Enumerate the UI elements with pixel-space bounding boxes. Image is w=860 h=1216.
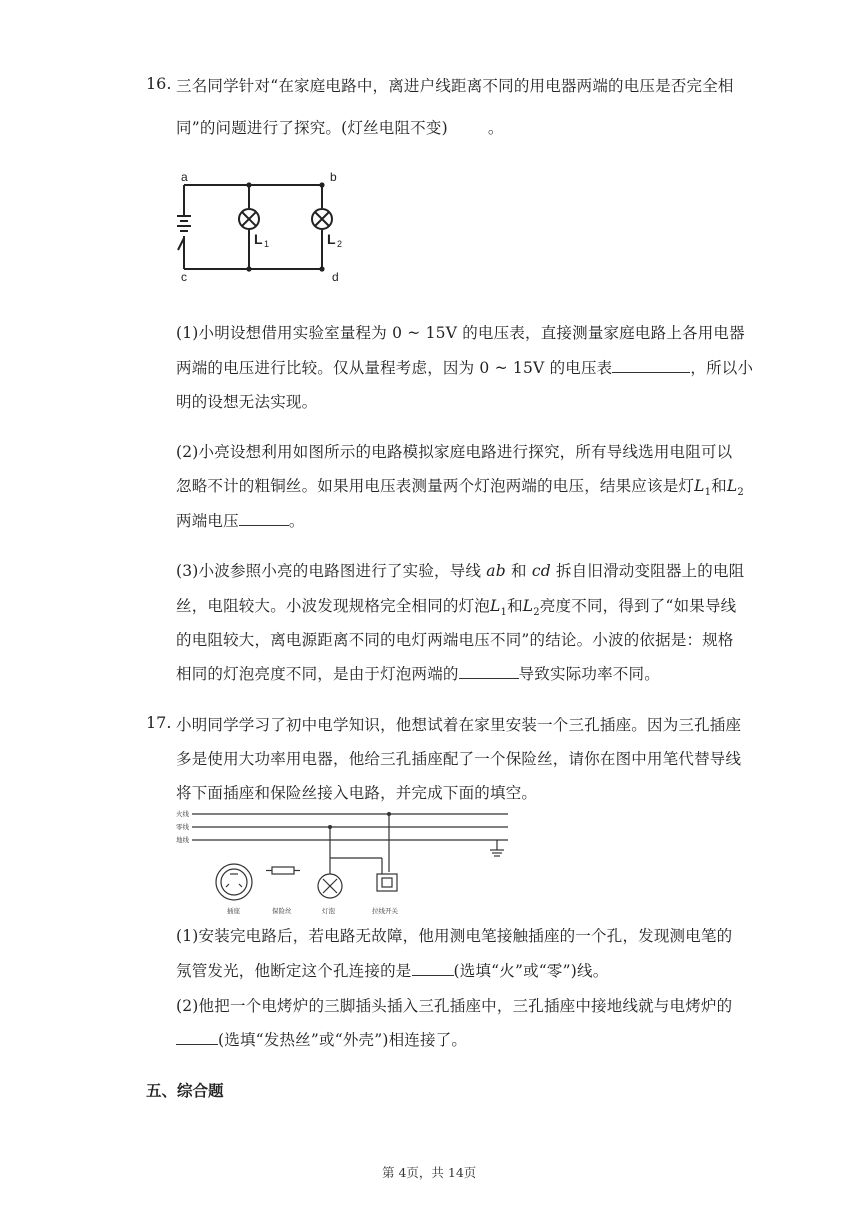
q16-p3-L2-sub: 2 — [533, 607, 540, 619]
q16-p3-ab: ab — [486, 562, 506, 580]
label-L2: L — [327, 231, 336, 247]
label-ground-wire: 地线 — [176, 836, 189, 844]
q16-p3-L1-sub: 1 — [500, 607, 508, 619]
q17-wiring-diagram — [172, 806, 512, 918]
q16-p3-line3: 的电阻较大，离电源距离不同的电灯两端电压不同”的结论。小波的依据是：规格 — [176, 631, 734, 649]
q16-p3-and: 和 — [507, 597, 523, 615]
q17-p1-blank[interactable] — [412, 961, 454, 976]
q16-stem-line2-text: 同”的问题进行了探究。(灯丝电阻不变) — [176, 119, 448, 137]
q16-p3-line4b: 导致实际功率不同。 — [518, 665, 660, 683]
q16-number: 16. — [146, 74, 172, 93]
q16-p2-line2a: 忽略不计的粗铜丝。如果用电压表测量两个灯泡两端的电压，结果应该是灯 — [176, 477, 695, 495]
q16-p3-L1: L — [490, 597, 501, 615]
q16-p2-blank[interactable] — [239, 511, 289, 526]
q17-p1-line2a: 氖管发光，他断定这个孔连接的是 — [176, 962, 412, 980]
q16-circuit-diagram — [172, 166, 372, 284]
q16-p3-blank[interactable] — [459, 664, 519, 679]
q16-p2-line1: (2)小亮设想利用如图所示的电路模拟家庭电路进行探究，所有导线选用电阻可以 — [176, 443, 733, 461]
q16-p3-line1b: 和 — [505, 562, 532, 580]
q16-p3-cd: cd — [531, 562, 551, 580]
q16-p2-line3 — [176, 509, 305, 531]
label-lamp: 灯泡 — [322, 907, 335, 915]
q16-p1-line3: 明的设想无法实现。 — [176, 393, 318, 411]
label-a: a — [181, 170, 188, 184]
label-fire-wire: 火线 — [176, 810, 189, 818]
q16-p3-line1 — [176, 559, 744, 581]
q17-number: 17. — [146, 713, 172, 732]
page-footer: 第 4页，共 14页 — [382, 1165, 477, 1180]
q17-p2-blank[interactable] — [176, 1030, 218, 1045]
label-c: c — [181, 270, 187, 284]
q16-p2-L2-sub: 2 — [737, 487, 744, 499]
q16-p1-blank[interactable] — [612, 358, 690, 373]
label-L1: L — [254, 231, 263, 247]
q16-stem-line1: 三名同学针对“在家庭电路中，离进户线距离不同的用电器两端的电压是否完全相 — [176, 77, 734, 95]
q16-stem-line2 — [176, 116, 504, 138]
q16-p3-line4a: 相同的灯泡亮度不同，是由于灯泡两端的 — [176, 665, 459, 683]
q16-p2-L2: L — [726, 477, 738, 495]
q16-p3-line1c: 拆自旧滑动变阻器上的电阻 — [550, 562, 745, 580]
q16-stem-line2-end: 。 — [487, 119, 504, 137]
label-zero-wire: 零线 — [176, 823, 189, 831]
q17-p1-line2 — [176, 959, 608, 981]
q17-p2-line2 — [176, 1028, 467, 1050]
q16-p2-line2 — [176, 474, 744, 498]
label-switch: 拉线开关 — [372, 907, 398, 915]
q17-p2-line1: (2)他把一个电烤炉的三脚插头插入三孔插座中，三孔插座中接地线就与电烤炉的 — [176, 997, 733, 1015]
q17-stem-line3: 将下面插座和保险丝接入电路，并完成下面的填空。 — [176, 784, 538, 802]
q16-p3-line2b: 亮度不同，得到了“如果导线 — [539, 597, 737, 615]
q17-stem-line2: 多是使用大功率用电器，他给三孔插座配了一个保险丝，请你在图中用笔代替导线 — [176, 750, 742, 768]
q16-p3-line2 — [176, 594, 736, 618]
q17-p1-line1: (1)安装完电路后，若电路无故障，他用测电笔接触插座的一个孔，发现测电笔的 — [176, 927, 733, 945]
q16-p1-line2a: 两端的电压进行比较。仅从量程考虑，因为 0 ~ 15V 的电压表 — [176, 359, 613, 377]
label-L1-sub: 1 — [264, 239, 270, 249]
q16-p3-line1a: (3)小波参照小亮的电路图进行了实验，导线 — [176, 562, 487, 580]
q16-p1-line2b: ，所以小 — [690, 359, 754, 377]
label-b: b — [330, 170, 337, 184]
q16-p3-line2a: 丝，电阻较大。小波发现规格完全相同的灯泡 — [176, 597, 491, 615]
label-socket: 插座 — [227, 907, 240, 915]
label-L2-sub: 2 — [337, 239, 343, 249]
q16-p3-line4 — [176, 662, 660, 684]
q16-p2-line3b: 。 — [288, 512, 305, 530]
q17-p2-line2b: (选填“发热丝”或“外壳”)相连接了。 — [218, 1031, 468, 1049]
q16-p2-L1-sub: 1 — [704, 487, 712, 499]
q16-p1-line2 — [176, 356, 753, 378]
label-fuse: 保险丝 — [272, 907, 292, 915]
q16-p2-and: 和 — [711, 477, 727, 495]
q17-stem-line1: 小明同学学习了初中电学知识，他想试着在家里安装一个三孔插座。因为三孔插座 — [176, 716, 742, 734]
q16-p1-line1: (1)小明设想借用实验室量程为 0 ~ 15V 的电压表，直接测量家庭电路上各用电器 — [176, 324, 745, 342]
label-d: d — [332, 270, 339, 284]
q16-p3-L2: L — [522, 597, 534, 615]
q16-p2-line3a: 两端电压 — [176, 512, 239, 530]
section-heading: 五、综合题 — [146, 1081, 224, 1100]
q16-p2-L1: L — [694, 477, 705, 495]
q17-p1-line2b: (选填“火”或“零”)线。 — [453, 962, 609, 980]
